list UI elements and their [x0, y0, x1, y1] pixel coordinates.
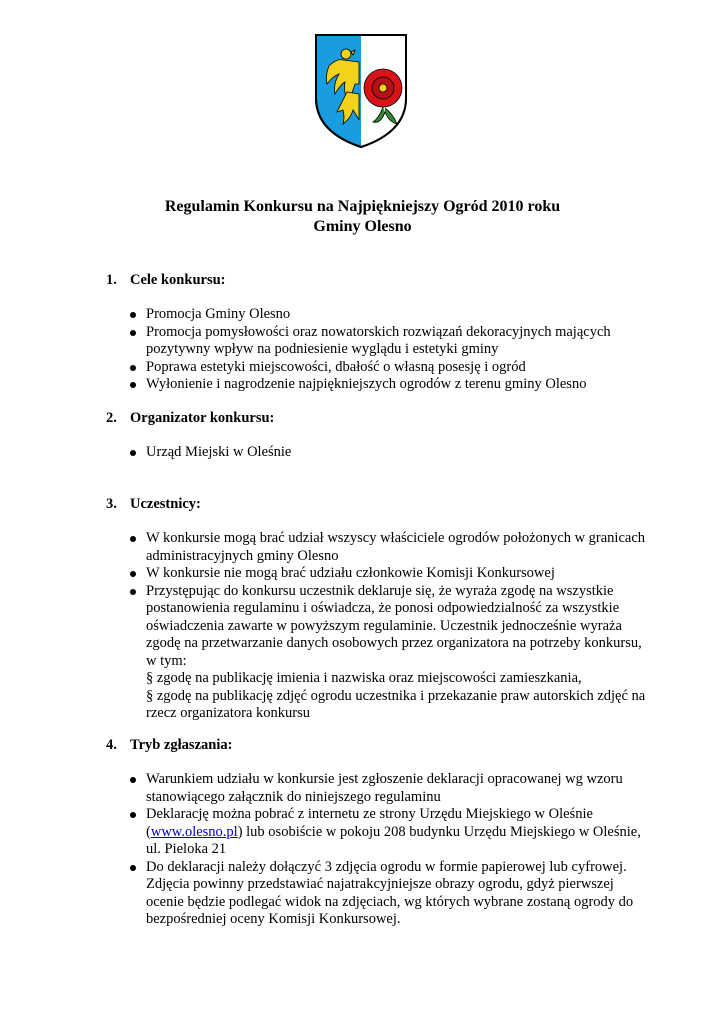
section-title: Tryb zgłaszania:: [130, 737, 233, 753]
section-number: 2.: [106, 410, 117, 426]
list-item-text: Deklarację można pobrać z internetu ze strony Urzędu Miejskiego w Oleśnie (: [146, 806, 593, 840]
section-3-list: [128, 530, 648, 723]
section-title: Cele konkursu:: [130, 272, 226, 288]
list-item: Warunkiem udziału w konkursie jest zgłoszenie deklaracji opracowanej wg wzoru stanowiącego załącznik do niniejszego regulaminu: [128, 771, 648, 806]
olesno-website-link[interactable]: www.olesno.pl: [150, 823, 238, 840]
coat-of-arms-logo: [313, 32, 409, 150]
list-item: Urząd Miejski w Oleśnie: [128, 444, 648, 462]
list-item: Wyłonienie i nagrodzenie najpiękniejszych ogrodów z terenu gminy Olesno: [128, 376, 648, 394]
section-title: Organizator konkursu:: [130, 410, 275, 426]
section-4-list: [128, 771, 648, 929]
document-title: [0, 197, 725, 237]
list-item: Do deklaracji należy dołączyć 3 zdjęcia ogrodu w formie papierowej lub cyfrowej. Zdjęcia powinny przedstawiać najatrakcyjniejsze obrazy ogrodu, gdyż pierwszej ocenie będzie podlegać widok na zdjęciach, wg których wybrane zostaną ogrody do bezpośredniej oceny Komisji Konkursowej.: [128, 859, 648, 929]
section-heading-3: [106, 496, 201, 514]
section-number: 4.: [106, 737, 117, 753]
list-item: W konkursie mogą brać udział wszyscy właściciele ogrodów położonych w granicach administracyjnych gminy Olesno: [128, 530, 648, 565]
list-item: Poprawa estetyki miejscowości, dbałość o własną posesję i ogród: [128, 359, 648, 377]
section-heading-1: [106, 272, 225, 290]
section-title: Uczestnicy:: [130, 496, 201, 512]
title-line-1: Regulamin Konkursu na Najpiękniejszy Ogród 2010 roku: [164, 198, 561, 215]
list-item: [128, 583, 648, 723]
sub-item: § zgodę na publikację imienia i nazwiska oraz miejscowości zamieszkania,: [146, 670, 582, 686]
list-item-text: ) lub osobiście w pokoju 208 budynku Urzędu Miejskiego w Oleśnie, ul. Pieloka 21: [146, 823, 641, 857]
list-item: [128, 806, 648, 859]
section-1-list: [128, 306, 648, 394]
sub-item: § zgodę na publikację zdjęć ogrodu uczestnika i przekazanie praw autorskich zdjęć na rzecz organizatora konkursu: [146, 687, 646, 721]
section-number: 1.: [106, 272, 117, 288]
list-item-text: Przystępując do konkursu uczestnik deklaruje się, że wyraża zgodę na wszystkie postanowienia regulaminu i oświadcza, że ponosi odpowiedzialność za wszystkie oświadczenia zawarte w powyższym regulaminie. Uczestnik jednocześnie wyraża zgodę na przetwarzanie danych osobowych przez organizatora na potrzeby konkursu, w tym:: [146, 582, 642, 669]
section-heading-4: [106, 737, 232, 755]
section-2-list: [128, 444, 648, 462]
section-number: 3.: [106, 496, 117, 512]
title-line-2: Gminy Olesno: [313, 218, 412, 235]
list-item: W konkursie nie mogą brać udziału członkowie Komisji Konkursowej: [128, 565, 648, 583]
section-heading-2: [106, 410, 274, 428]
list-item: Promocja pomysłowości oraz nowatorskich rozwiązań dekoracyjnych mających pozytywny wpływ na podniesienie wyglądu i estetyki gminy: [128, 324, 648, 359]
list-item: Promocja Gminy Olesno: [128, 306, 648, 324]
